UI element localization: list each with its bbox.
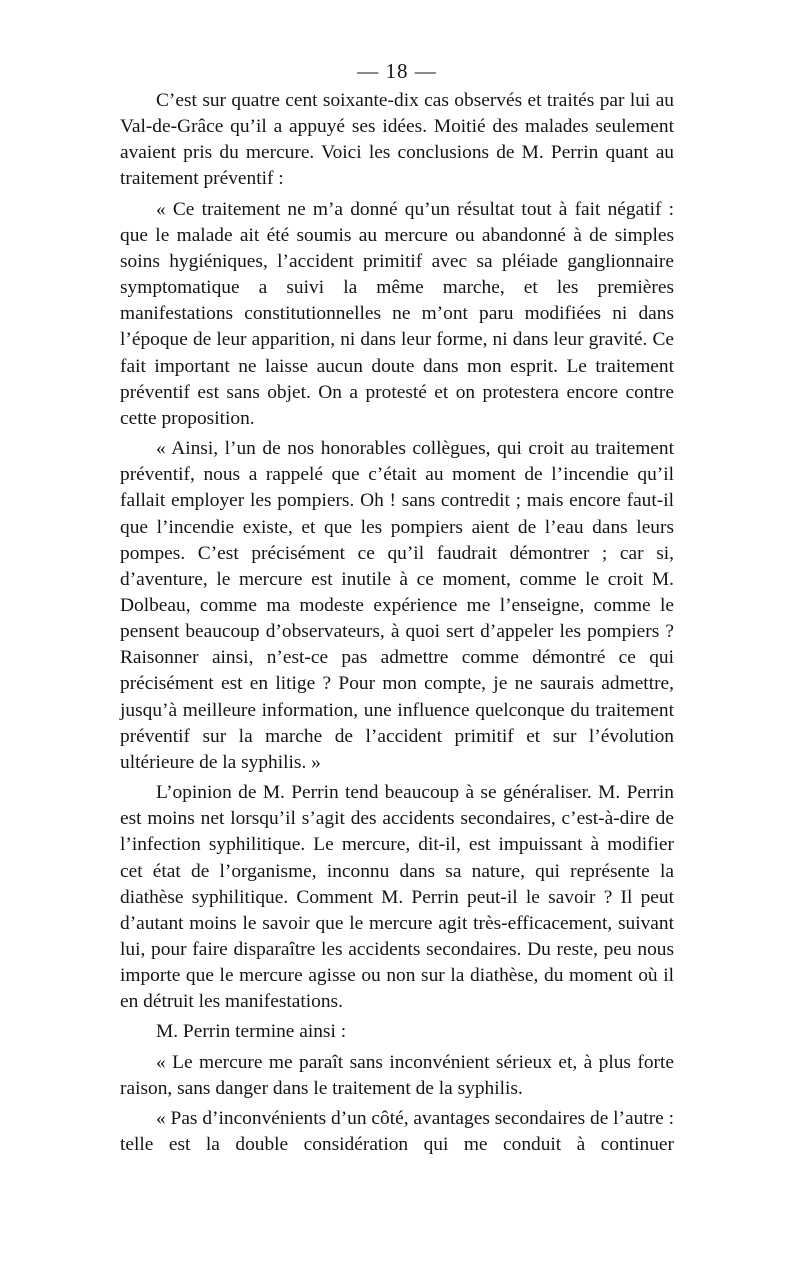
paragraph-7-quote: « Pas d’inconvénients d’un côté, avantages secondaires de l’autre : telle est la double considération qui me conduit à continuer [120, 1107, 674, 1156]
paragraph-5: M. Perrin termine ainsi : [156, 1021, 347, 1043]
paragraph-4: L’opinion de M. Perrin tend beaucoup à se généraliser. M. Perrin est moins net lorsqu’il s’agit des accidents secondaires, c’est-à-dire de l’infection syphilitique. Le mercure, dit-il, est impuissant à modifier cet état de l’organisme, inconnu dans sa nature, qui représente la diathèse syphilitique. Comment M. Perrin peut-il le savoir ? Il peut d’autant moins le savoir que le mercure agit très-efficacement, suivant lui, pour faire disparaître les accidents secondaires. Du reste, peu nous importe que le mercure agisse ou non sur la diathèse, du moment où il en détruit les manifestations. [120, 782, 674, 1013]
paragraph-1: C’est sur quatre cent soixante-dix cas observés et traités par lui au Val-de-Grâce qu’il a appuyé ses idées. Moitié des malades seulement avaient pris du mercure. Voici les conclusions de M. Perrin quant au traitement préventif : [120, 90, 674, 190]
book-page [120, 56, 674, 1162]
page-number: — 18 — [357, 59, 437, 83]
paragraph-6-quote: « Le mercure me paraît sans inconvénient sérieux et, à plus forte raison, sans danger dans le traitement de la syphilis. [120, 1051, 674, 1099]
paragraph-3-quote: « Ainsi, l’un de nos honorables collègues, qui croit au traitement préventif, nous a rappelé que c’était au moment de l’incendie qu’il fallait employer les pompiers. Oh ! sans contredit ; mais encore faut-il que l’incendie existe, et que les pompiers aient de l’eau dans leurs pompes. C’est précisément ce qu’il faudrait démontrer ; car si, d’aventure, le mercure est inutile à ce moment, comme le croit M. Dolbeau, comme ma modeste expérience me l’enseigne, comme le pensent beaucoup d’observateurs, à quoi sert d’appeler les pompiers ? Raisonner ainsi, n’est-ce pas admettre comme démontré ce qui précisément est en litige ? Pour mon compte, je ne saurais admettre, jusqu’à meilleure information, une influence quelconque du traitement préventif sur la marche de l’accident primitif et sur l’évolution ultérieure de la syphilis. » [120, 438, 674, 773]
paragraph-2-quote: « Ce traitement ne m’a donné qu’un résultat tout à fait négatif : que le malade ait été soumis au mercure ou abandonné à de simples soins hygiéniques, l’accident primitif avec sa pléiade ganglionnaire symptomatique a suivi la même marche, et les premières manifestations constitutionnelles ne m’ont paru modifiées ni dans l’époque de leur apparition, ni dans leur forme, ni dans leur gravité. Ce fait important ne laisse aucun doute dans mon esprit. Le traitement préventif est sans objet. On a protesté et on protestera encore contre cette proposition. [120, 198, 674, 429]
